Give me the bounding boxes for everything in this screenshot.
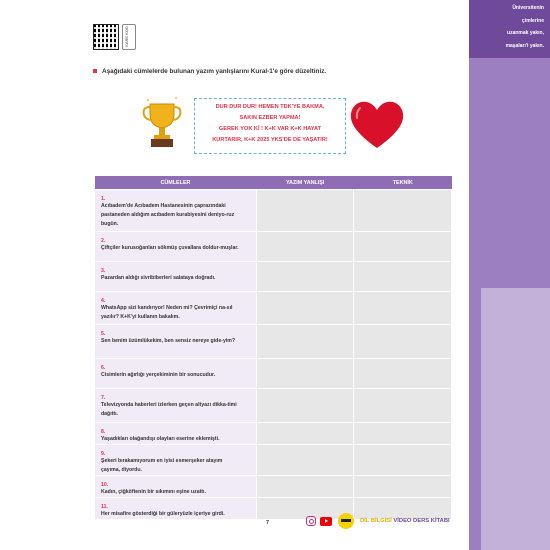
notice-line: KURTARIR, K+K 2025 YKS'DE DE YAŞATIR!: [212, 137, 328, 143]
answer-cell[interactable]: [256, 389, 354, 423]
table-row: [95, 190, 452, 232]
sentence-cell: [95, 359, 257, 389]
row-number: 11.: [101, 504, 108, 510]
publisher-logo-icon: [338, 513, 354, 529]
sentence-cell: [95, 476, 257, 498]
qr-label: KARE KOD: [123, 26, 129, 47]
sentence-text: Televizyonda haberleri izlerken geçen altyazı dikka-timi dağıttı.: [101, 402, 237, 417]
sentence-text: WhatsApp sizi kandırıyor! Neden mi? Çevrimiçi na-sıl yazılır? K+K'yi kullanın bakalım.: [101, 305, 233, 320]
sentence-cell: [95, 232, 257, 262]
sentence-text: Her misafire gösterdiği bir güleryüzle içeriye girdi.: [101, 511, 225, 517]
youtube-icon[interactable]: [320, 517, 332, 526]
row-number: 6.: [101, 365, 106, 371]
technique-cell[interactable]: [354, 359, 452, 389]
answer-cell[interactable]: [256, 262, 354, 292]
sentence-text: Pazardan aldığı sivribiberleri salataya doğradı.: [101, 275, 216, 281]
technique-cell[interactable]: [354, 325, 452, 359]
column-header: CÜMLELER: [95, 176, 257, 190]
answer-cell[interactable]: [256, 476, 354, 498]
table-row: [95, 476, 452, 498]
technique-cell[interactable]: [354, 232, 452, 262]
notice-line: SAKIN EZBER YAPMA!: [239, 115, 301, 121]
sentence-cell: [95, 262, 257, 292]
table-row: [95, 292, 452, 325]
table-row: [95, 389, 452, 423]
sentence-cell: [95, 423, 257, 445]
right-sidebar: [469, 0, 550, 550]
sidebar-note-line: maşaları'i yakın.: [505, 42, 544, 49]
row-number: 8.: [101, 429, 106, 435]
notice-line: DUR DUR DUR! HEMEN TDK'YE BAKMA,: [215, 104, 325, 110]
sidebar-note-line: uzanmak yakın,: [507, 30, 544, 36]
technique-cell[interactable]: [354, 262, 452, 292]
technique-cell[interactable]: [354, 190, 452, 232]
sentence-cell: [95, 445, 257, 476]
table-row: [95, 445, 452, 476]
instruction-label: Aşağıdaki cümlelerde bulunan yazım yanlışlarını Kural-1'e göre düzeltiniz.: [102, 68, 327, 75]
sentence-text: Çiftçiler kurusoğanları sökmüş çuvallara doldur-muşlar.: [101, 245, 239, 251]
sentence-cell: [95, 498, 257, 520]
sentence-text: Acıbadem'de Acıbadem Hastanesinin çaprazındaki pastaneden aldığım acıbadem kurabiyesini deniyo-ruz bugün.: [101, 203, 235, 227]
column-header: TEKNİK: [354, 176, 452, 190]
sentence-cell: [95, 292, 257, 325]
footer-title: [360, 518, 450, 524]
table-header-row: [95, 176, 452, 190]
sidebar-note: [469, 0, 550, 58]
qr-code-icon[interactable]: [93, 24, 119, 50]
sentence-text: Şekeri bırakamıyorum en iyisi esmerşeker atayım çayıma, diyordu.: [101, 458, 223, 473]
technique-cell[interactable]: [354, 292, 452, 325]
technique-cell[interactable]: [354, 423, 452, 445]
technique-cell[interactable]: [354, 445, 452, 476]
exercise-table: [94, 176, 452, 520]
answer-cell[interactable]: [256, 292, 354, 325]
sentence-text: Cisimlerin ağırlığı yerçekiminin bir sonucudur.: [101, 372, 216, 378]
notice-line: GEREK YOK Kİ ! K+K VAR K+K HAYAT: [218, 126, 322, 132]
bullet-square-icon: [93, 69, 97, 73]
row-number: 2.: [101, 238, 106, 244]
answer-cell[interactable]: [256, 445, 354, 476]
instruction-text: [93, 68, 326, 75]
row-number: 5.: [101, 331, 106, 337]
sentence-text: Sen benim üzümlükekim, ben sensiz nereye gide-yim?: [101, 338, 236, 344]
footer-title-label: VİDEO DERS KİTABI: [393, 518, 450, 524]
sentence-text: Kadın, çiğköftenin bir sıkımını eşine uzattı.: [101, 489, 206, 495]
row-number: 7.: [101, 395, 106, 401]
row-number: 10.: [101, 482, 109, 488]
sentence-text: Yaşadıkları olağandışı olayları eserine eklemişti.: [101, 436, 220, 442]
sidebar-note-line: çimlerine: [522, 17, 544, 24]
answer-cell[interactable]: [256, 423, 354, 445]
table-row: [95, 262, 452, 292]
column-header: YAZIM YANLIŞI: [256, 176, 354, 190]
footer-brand-label: DİL BİLGİSİ: [360, 518, 392, 524]
table-row: [95, 359, 452, 389]
sentence-cell: [95, 190, 257, 232]
table-row: [95, 423, 452, 445]
heart-icon: [346, 96, 408, 152]
answer-cell[interactable]: [256, 190, 354, 232]
sentence-cell: [95, 325, 257, 359]
technique-cell[interactable]: [354, 476, 452, 498]
table-row: [95, 232, 452, 262]
notice-box: [194, 98, 346, 154]
row-number: 4.: [101, 298, 106, 304]
technique-cell[interactable]: [354, 389, 452, 423]
trophy-icon: [140, 94, 184, 152]
sidebar-note-line: Üniversitenin: [512, 5, 544, 11]
row-number: 3.: [101, 268, 106, 274]
instagram-icon[interactable]: [306, 516, 316, 526]
footer-brand: [306, 511, 450, 531]
row-number: 9.: [101, 451, 106, 457]
answer-cell[interactable]: [256, 232, 354, 262]
row-number: 1.: [101, 196, 106, 202]
sentence-cell: [95, 389, 257, 423]
table-row: [95, 325, 452, 359]
qr-label-box: [122, 24, 136, 50]
answer-cell[interactable]: [256, 359, 354, 389]
page-number: 7: [266, 520, 270, 526]
answer-cell[interactable]: [256, 325, 354, 359]
sidebar-stripe: [481, 288, 550, 550]
